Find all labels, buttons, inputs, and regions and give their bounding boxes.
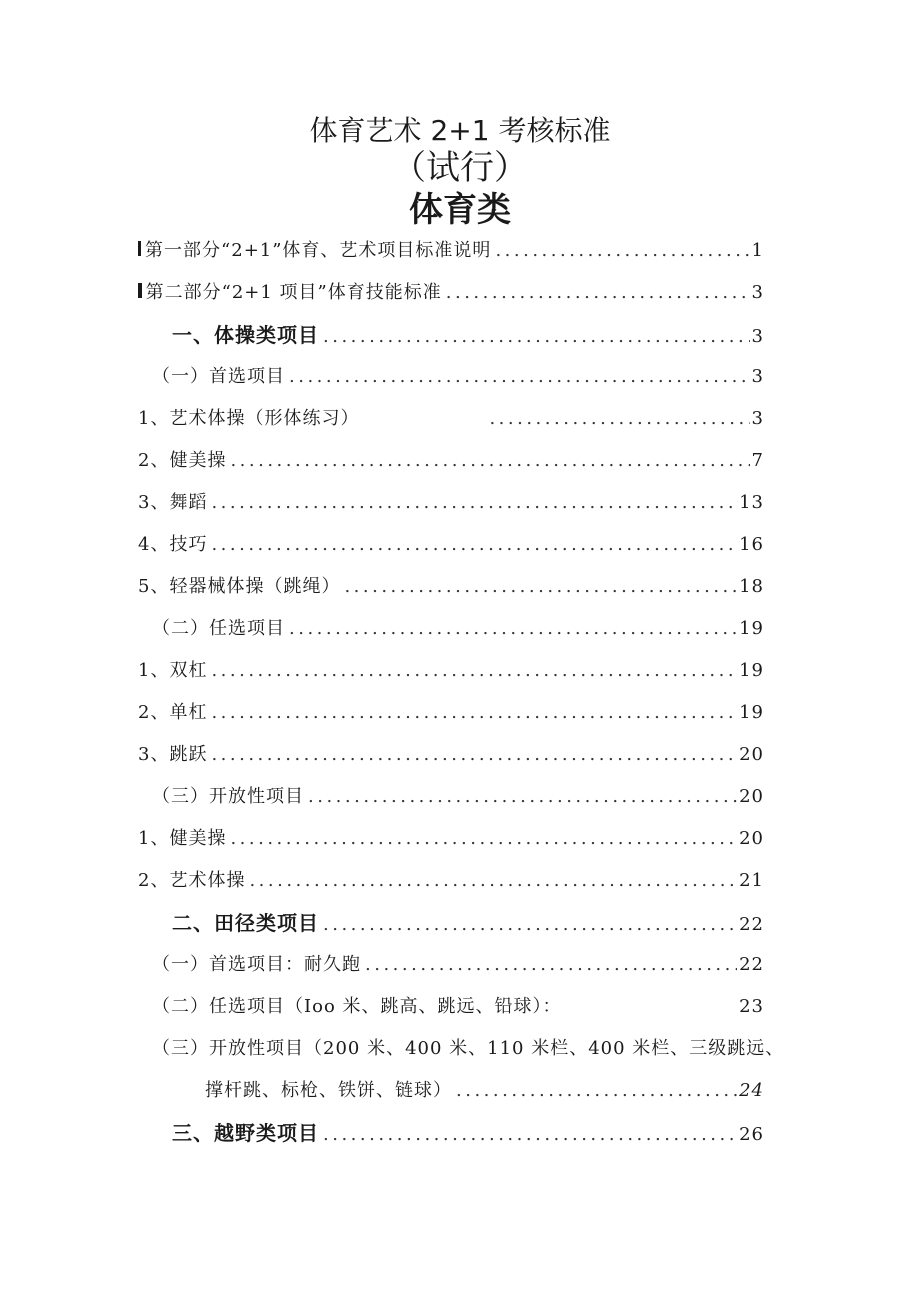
dot-leader: [308, 782, 737, 812]
toc-entry-label: （一）首选项目：耐久跑: [152, 954, 361, 975]
toc-entry-label: 一、体操类项目: [172, 323, 319, 347]
toc-entry-label: 二、田径类项目: [172, 911, 319, 935]
toc-entry-item[interactable]: [138, 530, 764, 560]
dot-leader: [289, 614, 737, 644]
toc-entry-label: 4、技巧: [138, 534, 208, 555]
toc-page-number: 22: [739, 914, 764, 935]
toc-page-number: 18: [739, 576, 764, 597]
toc-entry-label: 1、健美操: [138, 828, 227, 849]
toc-entry-label: （二）任选项目: [152, 618, 285, 639]
toc-page-number: 20: [739, 744, 764, 765]
toc-entry-label: 1、双杠: [138, 660, 208, 681]
toc-entry-item[interactable]: [138, 824, 764, 854]
dot-leader: [456, 1076, 737, 1106]
toc-entry-item[interactable]: [138, 740, 764, 770]
dot-leader: [289, 362, 750, 392]
dot-leader: [211, 698, 737, 728]
dot-leader: [211, 740, 737, 770]
toc-page-number: 3: [751, 408, 764, 429]
dot-leader: [211, 656, 737, 686]
toc-entry-item[interactable]: [138, 488, 764, 518]
toc-page-number: 19: [739, 660, 764, 681]
toc-entry-label: 2、单杠: [138, 702, 208, 723]
dot-leader: [489, 404, 749, 434]
toc-entry-label: （一）首选项目: [152, 366, 285, 387]
toc-entry-item[interactable]: [138, 446, 764, 476]
dot-leader: [230, 824, 737, 854]
toc-page-number: 23: [739, 996, 764, 1017]
toc-entry-label: 三、越野类项目: [172, 1121, 319, 1145]
toc-entry-item[interactable]: [138, 698, 764, 728]
toc-entry-label: 3、舞蹈: [138, 492, 208, 513]
toc-entry-label: （二）任选项目（Ioo 米、跳高、跳远、铅球）：: [152, 996, 562, 1017]
toc-page-number: 20: [739, 828, 764, 849]
dot-leader: [323, 1120, 737, 1150]
toc-page-number: 21: [739, 870, 764, 891]
toc-page-number: 3: [751, 282, 764, 303]
toc-page-number: 16: [739, 534, 764, 555]
toc-entry-category-gymnastics[interactable]: [172, 320, 764, 350]
toc-entry-item[interactable]: [138, 656, 764, 686]
toc-entry-label: 撑杆跳、标枪、铁饼、链球）: [205, 1080, 452, 1101]
dot-leader: [344, 572, 737, 602]
toc-entry-subsection[interactable]: [152, 362, 764, 392]
toc-entry-label: 第一部分“2+1”体育、艺术项目标准说明: [145, 240, 492, 261]
bullet-square-icon: [138, 283, 142, 298]
toc-entry-label: 2、健美操: [138, 450, 227, 471]
dot-leader: [323, 322, 750, 352]
toc-entry-subsection-line1[interactable]: [152, 1034, 808, 1064]
toc-entry-label: 3、跳跃: [138, 744, 208, 765]
dot-leader: [446, 278, 750, 308]
toc-page-number: 26: [739, 1124, 764, 1145]
toc-entry-category-track-field[interactable]: [172, 908, 764, 938]
toc-page-number: 22: [739, 954, 764, 975]
dot-leader: [230, 446, 749, 476]
document-title: 体育艺术 2+1 考核标准: [309, 114, 611, 147]
toc-entry-label: 第二部分“2+1 项目”体育技能标准: [145, 282, 442, 303]
dot-leader: [365, 950, 737, 980]
toc-entry-subsection[interactable]: [152, 950, 764, 980]
dot-leader: [249, 866, 737, 896]
dot-leader: [211, 530, 737, 560]
toc-entry-category-cross-country[interactable]: [172, 1118, 764, 1148]
toc-entry-label: 2、艺术体操: [138, 870, 246, 891]
dot-leader: [323, 910, 737, 940]
toc-page-number: 7: [751, 450, 764, 471]
toc-entry-item[interactable]: [138, 572, 764, 602]
toc-page-number: 3: [751, 366, 764, 387]
dot-leader: [495, 236, 749, 266]
toc-page-number: 19: [739, 618, 764, 639]
toc-entry-label: （三）开放性项目（200 米、400 米、110 米栏、400 米栏、三级跳远、: [152, 1038, 785, 1059]
toc-entry-item[interactable]: [138, 866, 764, 896]
section-heading: 体育类: [409, 190, 511, 230]
toc-entry-subsection[interactable]: [152, 992, 764, 1022]
toc-page-number: 20: [739, 786, 764, 807]
toc-entry-part2[interactable]: [138, 278, 764, 308]
toc-entry-part1[interactable]: [138, 236, 764, 266]
toc-entry-subsection[interactable]: [152, 782, 764, 812]
toc-entry-subsection-line2[interactable]: [205, 1076, 764, 1106]
document-subtitle: （试行）: [392, 148, 528, 188]
toc-entry-subsection[interactable]: [152, 614, 764, 644]
toc-entry-label: 1、艺术体操（形体练习）: [138, 408, 360, 429]
toc-page-number: 1: [751, 240, 764, 261]
dot-leader: [211, 488, 737, 518]
toc-page-number: 13: [739, 492, 764, 513]
toc-page-number: 19: [739, 702, 764, 723]
toc-entry-label: （三）开放性项目: [152, 786, 304, 807]
toc-entry-item[interactable]: [138, 404, 764, 434]
toc-page-number: 24: [739, 1080, 764, 1101]
bullet-square-icon: [138, 241, 141, 256]
toc-entry-label: 5、轻器械体操（跳绳）: [138, 576, 341, 597]
toc-page-number: 3: [751, 326, 764, 347]
